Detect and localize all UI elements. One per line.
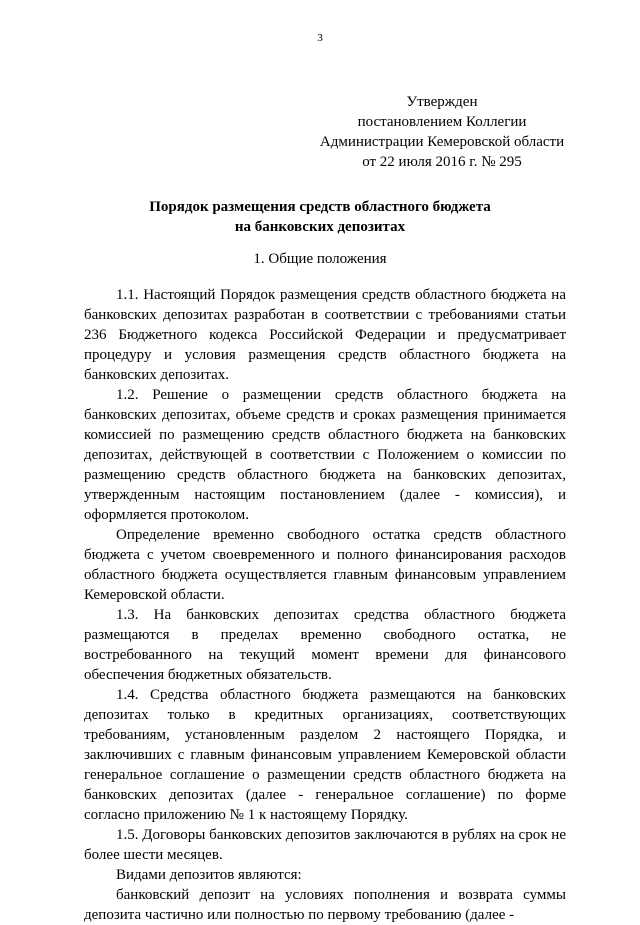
approval-line: от 22 июля 2016 г. № 295	[362, 154, 522, 170]
paragraph: 1.3. На банковских депозитах средства областного бюджета размещаются в пределах временно свободного остатка, не востребованного на текущий момент времени для финансового обеспечения бюджетных обязательств.	[84, 607, 566, 683]
body-text	[84, 285, 566, 925]
paragraph: Видами депозитов являются:	[116, 867, 302, 883]
page-number: 3	[317, 32, 323, 44]
paragraph: 1.5. Договоры банковских депозитов заключаются в рублях на срок не более шести месяцев.	[84, 827, 566, 863]
document-title	[60, 197, 580, 237]
approval-line: Утвержден	[406, 94, 478, 110]
approval-line: постановлением Коллегии	[357, 114, 527, 130]
approval-block	[318, 92, 566, 172]
paragraph: 1.4. Средства областного бюджета размещаются на банковских депозитах только в кредитных организациях, соответствующих требованиям, установленным разделом 2 настоящего Порядка, и заключивших с главным финансовым управлением Кемеровской области генеральное соглашение о размещении средств областного бюджета на банковских депозитах (далее - генеральное соглашение) по форме согласно приложению № 1 к настоящему Порядку.	[84, 687, 566, 823]
paragraph: 1.2. Решение о размещении средств областного бюджета на банковских депозитах, объеме средств и сроках размещения принимается комиссией по размещению средств областного бюджета на банковских депозитах, действующей в соответствии с Положением о комиссии по размещению средств областного бюджета на банковских депозитах, утвержденным настоящим постановлением (далее - комиссия), и оформляется протоколом.	[84, 387, 566, 523]
approval-line: Администрации Кемеровской области	[319, 134, 565, 150]
paragraph: 1.1. Настоящий Порядок размещения средств областного бюджета на банковских депозитах разработан в соответствии с требованиями статьи 236 Бюджетного кодекса Российской Федерации и предусматривает процедуру и условия размещения средств областного бюджета на банковских депозитах.	[84, 287, 566, 383]
title-line: Порядок размещения средств областного бюджета	[149, 199, 491, 215]
paragraph: Определение временно свободного остатка средств областного бюджета с учетом своевременного и полного финансирования расходов областного бюджета осуществляется главным финансовым управлением Кемеровской области.	[84, 527, 566, 603]
section-heading: 1. Общие положения	[253, 251, 387, 267]
title-line: на банковских депозитах	[234, 219, 406, 235]
paragraph: банковский депозит на условиях пополнения и возврата суммы депозита частично или полностью по первому требованию (далее -	[84, 887, 566, 923]
